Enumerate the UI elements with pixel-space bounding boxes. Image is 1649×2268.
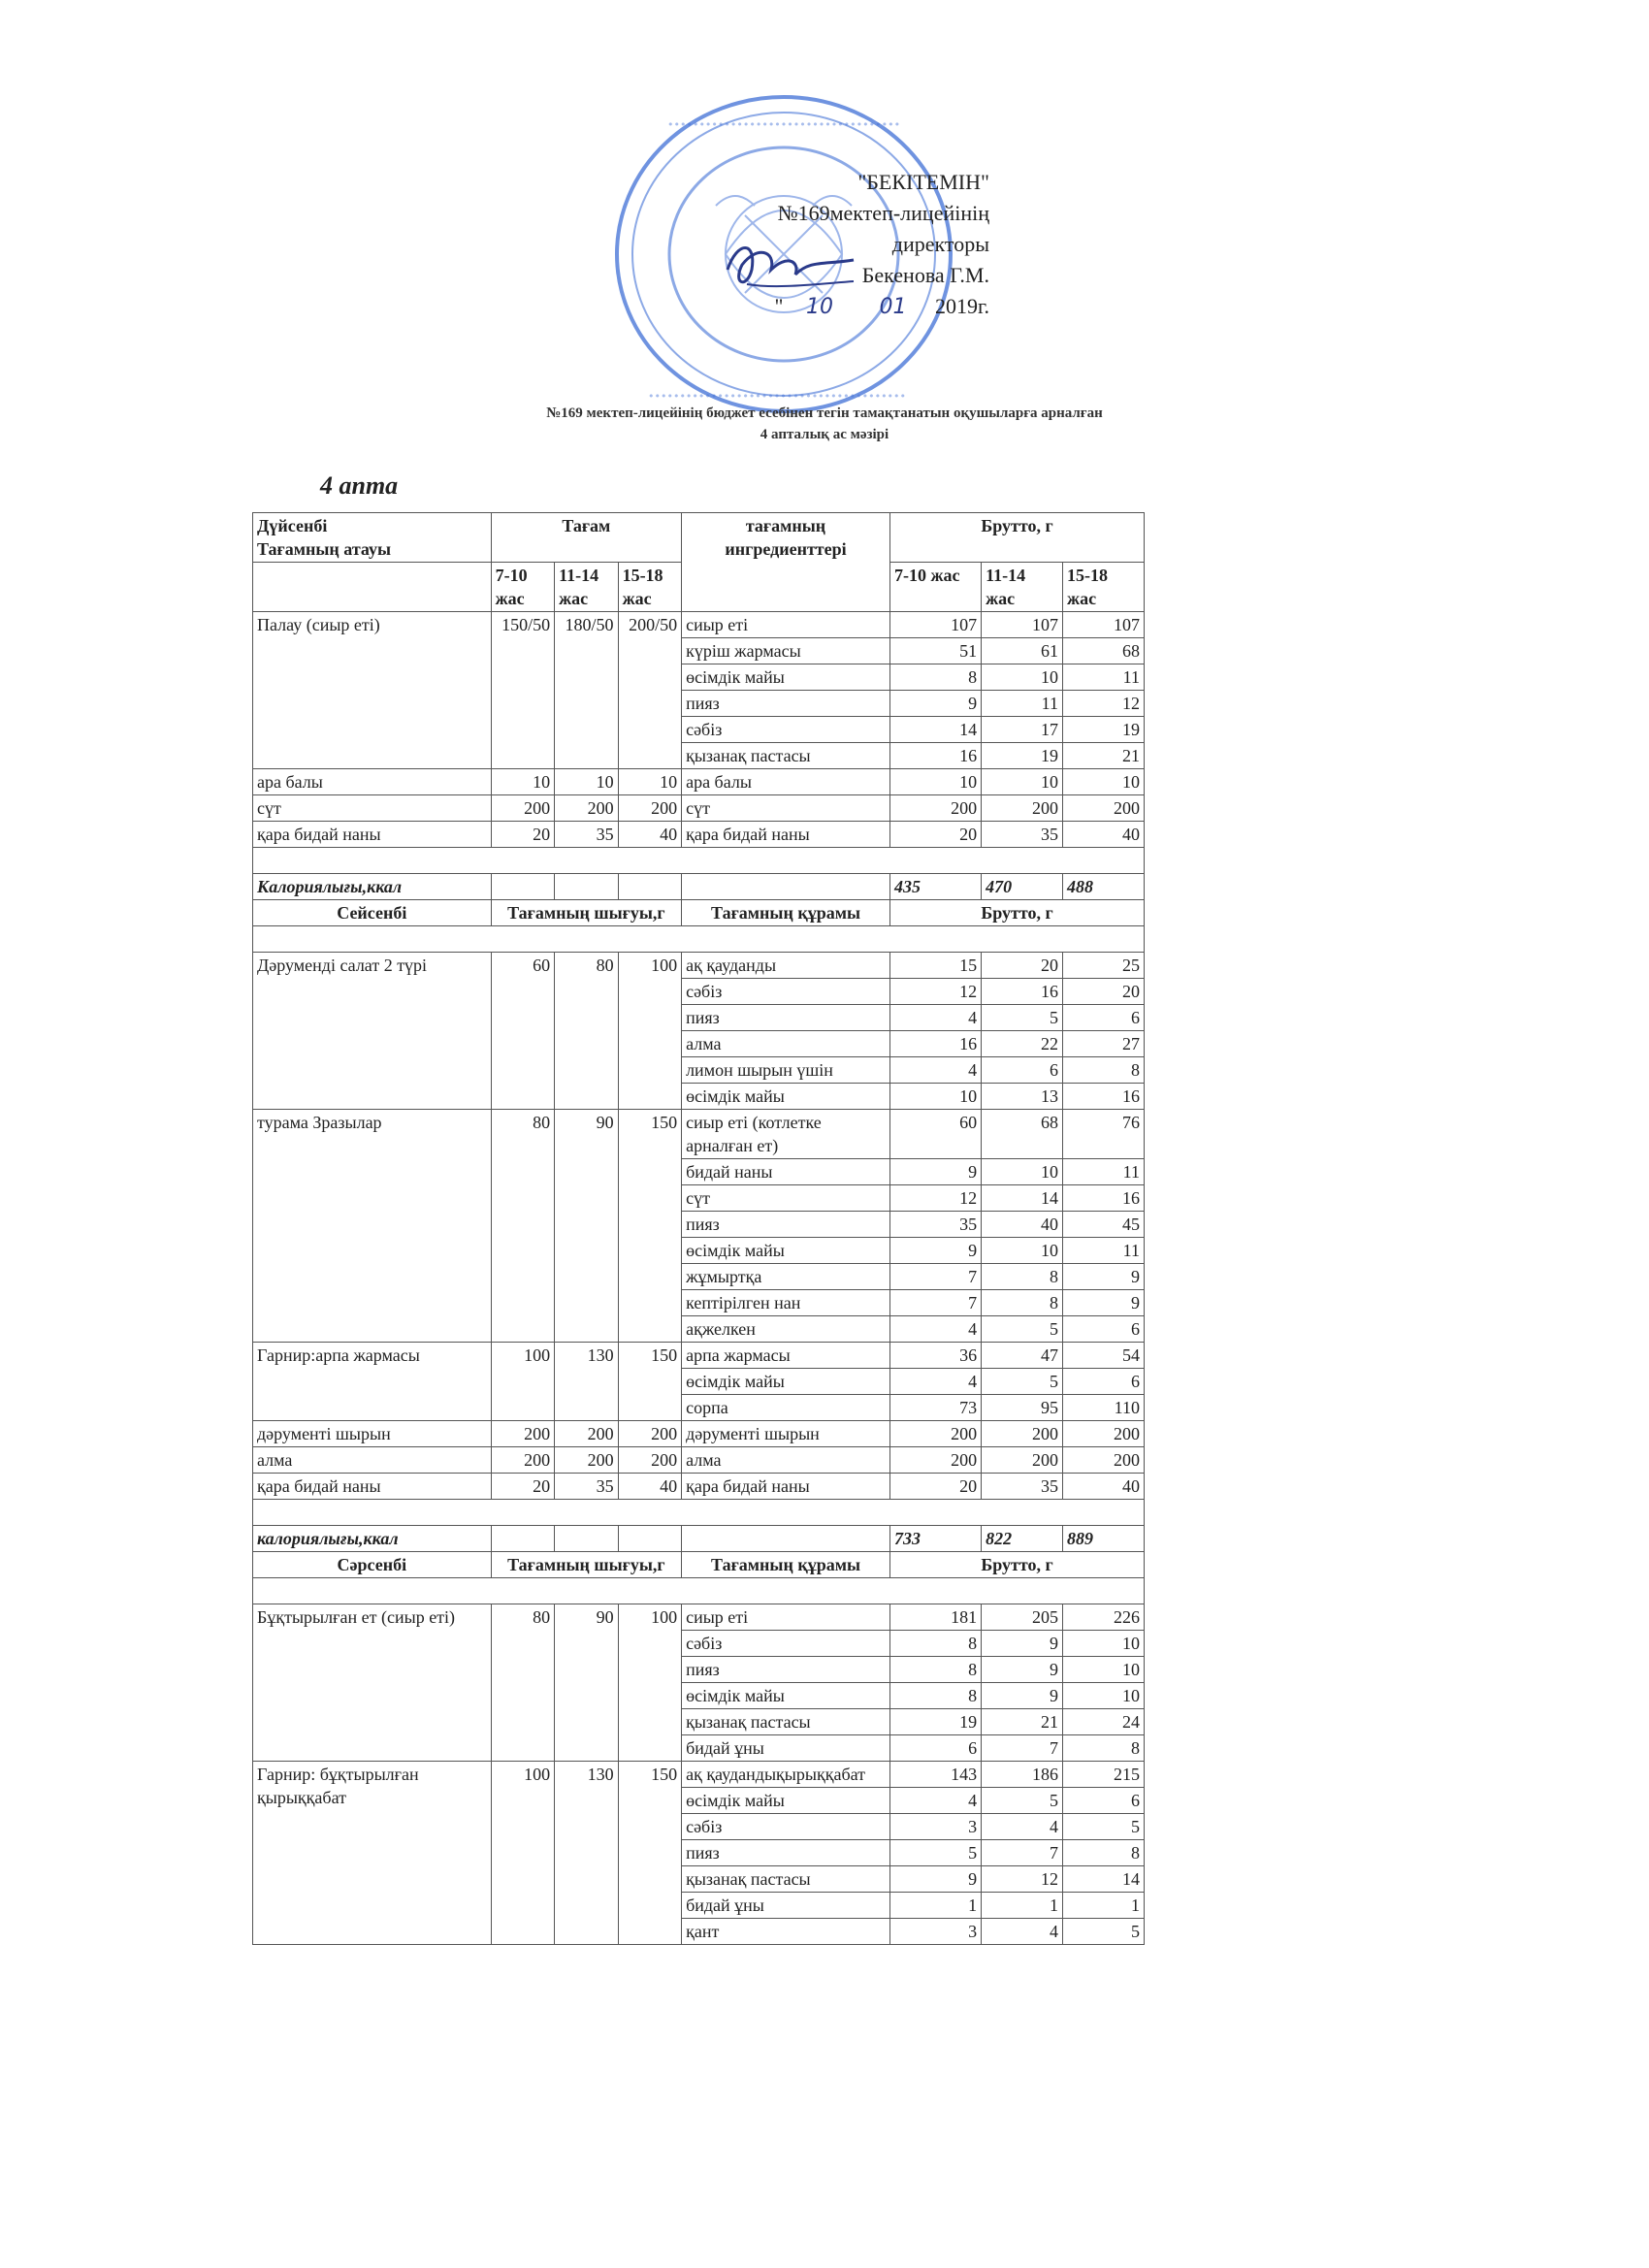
ingredient-name: ақжелкен <box>682 1316 890 1343</box>
brutto-value: 9 <box>889 1866 981 1893</box>
brutto-value: 6 <box>889 1735 981 1762</box>
age-header: 7-10 жас <box>491 563 554 612</box>
brutto-value: 19 <box>1063 717 1145 743</box>
brutto-value: 35 <box>889 1212 981 1238</box>
wednesday-dishes <box>253 1604 1145 1945</box>
table-row <box>253 953 1145 979</box>
brutto-value: 10 <box>1063 769 1145 795</box>
brutto-value: 9 <box>982 1683 1063 1709</box>
table-row <box>253 612 1145 638</box>
heading-line-2: 4 апталық ас мәзірі <box>760 427 889 442</box>
brutto-value: 16 <box>889 1031 981 1057</box>
brutto-value: 5 <box>1063 1814 1145 1840</box>
age-header: 7-10 жас <box>889 563 981 612</box>
portion-value: 35 <box>555 1474 618 1500</box>
calories-value: 733 <box>889 1526 981 1552</box>
brutto-value: 21 <box>1063 743 1145 769</box>
svg-text:••••••••••••••••••••••••••••••: ••••••••••••••••••••••••••••••••••••• <box>667 118 901 131</box>
ingredient-name: сиыр еті (котлетке арналған ет) <box>682 1110 890 1159</box>
approval-school: №169мектеп-лицейінің <box>777 201 989 225</box>
brutto-value: 181 <box>889 1604 981 1631</box>
ingredient-name: қызанақ пастасы <box>682 743 890 769</box>
portion-value: 90 <box>555 1110 618 1343</box>
brutto-value: 6 <box>1063 1369 1145 1395</box>
brutto-value: 9 <box>889 691 981 717</box>
ingredient-name: жұмыртқа <box>682 1264 890 1290</box>
brutto-value: 24 <box>1063 1709 1145 1735</box>
portion-value: 40 <box>618 1474 682 1500</box>
approval-date: " 10 01 2019г. <box>774 294 989 319</box>
ingredient-name: өсімдік майы <box>682 1238 890 1264</box>
age-header: 11-14 жас <box>555 563 618 612</box>
brutto-value: 6 <box>982 1057 1063 1084</box>
wednesday-day-header: Сәрсенбі <box>253 1552 492 1578</box>
ingredient-name: өсімдік майы <box>682 1683 890 1709</box>
ingredient-name: өсімдік майы <box>682 1369 890 1395</box>
brutto-value: 10 <box>982 769 1063 795</box>
table-row <box>253 1604 1145 1631</box>
brutto-value: 51 <box>889 638 981 664</box>
portion-value: 35 <box>555 822 618 848</box>
table-row <box>253 1474 1145 1500</box>
brutto-value: 7 <box>889 1264 981 1290</box>
monday-dishes <box>253 612 1145 848</box>
brutto-value: 5 <box>982 1005 1063 1031</box>
composition-header: Тағамның құрамы <box>682 1552 890 1578</box>
brutto-value: 200 <box>982 795 1063 822</box>
brutto-value: 19 <box>889 1709 981 1735</box>
ingredient-name: қызанақ пастасы <box>682 1866 890 1893</box>
brutto-value: 5 <box>982 1316 1063 1343</box>
monday-calories-row <box>253 874 1145 900</box>
portion-value: 200 <box>618 1447 682 1474</box>
brutto-value: 76 <box>1063 1110 1145 1159</box>
dish-name: қара бидай наны <box>253 822 492 848</box>
brutto-value: 45 <box>1063 1212 1145 1238</box>
brutto-value: 16 <box>982 979 1063 1005</box>
brutto-value: 19 <box>982 743 1063 769</box>
tuesday-header-row <box>253 900 1145 926</box>
ingredient-name: қызанақ пастасы <box>682 1709 890 1735</box>
ingredient-name: пияз <box>682 1657 890 1683</box>
brutto-value: 143 <box>889 1762 981 1788</box>
ingredient-name: күріш жармасы <box>682 638 890 664</box>
ingredient-name: қара бидай наны <box>682 822 890 848</box>
brutto-value: 8 <box>889 664 981 691</box>
brutto-value: 226 <box>1063 1604 1145 1631</box>
dish-header: Тағам <box>491 513 681 563</box>
ingredient-name: бидай ұны <box>682 1893 890 1919</box>
brutto-value: 4 <box>982 1814 1063 1840</box>
brutto-value: 10 <box>1063 1683 1145 1709</box>
portion-value: 80 <box>491 1604 554 1762</box>
ingredient-name: сиыр еті <box>682 1604 890 1631</box>
brutto-value: 10 <box>982 1159 1063 1185</box>
brutto-value: 9 <box>889 1159 981 1185</box>
brutto-value: 17 <box>982 717 1063 743</box>
dish-name: Гарнир: бұқтырылған қырыққабат <box>253 1762 492 1945</box>
ingredient-name: сәбіз <box>682 1814 890 1840</box>
portion-value: 100 <box>491 1343 554 1421</box>
ingredient-name: арпа жармасы <box>682 1343 890 1369</box>
yield-header: Тағамның шығуы,г <box>491 900 681 926</box>
brutto-value: 10 <box>1063 1631 1145 1657</box>
portion-value: 150/50 <box>491 612 554 769</box>
dish-name: дәрументі шырын <box>253 1421 492 1447</box>
brutto-value: 7 <box>982 1735 1063 1762</box>
brutto-value: 9 <box>1063 1264 1145 1290</box>
approval-position: директоры <box>891 232 989 256</box>
portion-value: 40 <box>618 822 682 848</box>
brutto-value: 3 <box>889 1919 981 1945</box>
brutto-header: Брутто, г <box>889 1552 1144 1578</box>
brutto-value: 22 <box>982 1031 1063 1057</box>
dish-name: турама Зразылар <box>253 1110 492 1343</box>
brutto-value: 11 <box>982 691 1063 717</box>
brutto-value: 8 <box>1063 1735 1145 1762</box>
brutto-value: 60 <box>889 1110 981 1159</box>
brutto-value: 8 <box>1063 1840 1145 1866</box>
portion-value: 10 <box>555 769 618 795</box>
brutto-value: 200 <box>982 1421 1063 1447</box>
brutto-value: 35 <box>982 822 1063 848</box>
table-row <box>253 1421 1145 1447</box>
brutto-value: 8 <box>889 1683 981 1709</box>
dish-name: алма <box>253 1447 492 1474</box>
brutto-header: Брутто, г <box>889 513 1144 563</box>
brutto-value: 3 <box>889 1814 981 1840</box>
brutto-value: 10 <box>889 769 981 795</box>
brutto-value: 8 <box>889 1631 981 1657</box>
calories-label: калориялығы,ккал <box>253 1526 492 1552</box>
portion-value: 200 <box>491 1447 554 1474</box>
composition-header: Тағамның құрамы <box>682 900 890 926</box>
monday-menu-table <box>252 512 1145 1945</box>
ingredient-name: алма <box>682 1031 890 1057</box>
brutto-value: 16 <box>1063 1185 1145 1212</box>
yield-header: Тағамның шығуы,г <box>491 1552 681 1578</box>
brutto-value: 107 <box>982 612 1063 638</box>
brutto-value: 10 <box>889 1084 981 1110</box>
ingredient-name: сиыр еті <box>682 612 890 638</box>
table-row <box>253 1343 1145 1369</box>
brutto-value: 12 <box>889 1185 981 1212</box>
portion-value: 200 <box>618 1421 682 1447</box>
brutto-value: 7 <box>889 1290 981 1316</box>
brutto-value: 215 <box>1063 1762 1145 1788</box>
portion-value: 20 <box>491 822 554 848</box>
table-row <box>253 769 1145 795</box>
portion-value: 10 <box>618 769 682 795</box>
brutto-value: 6 <box>1063 1316 1145 1343</box>
brutto-value: 11 <box>1063 1159 1145 1185</box>
brutto-value: 9 <box>982 1657 1063 1683</box>
ingredient-name: өсімдік майы <box>682 1084 890 1110</box>
portion-value: 130 <box>555 1762 618 1945</box>
brutto-value: 21 <box>982 1709 1063 1735</box>
ingredient-name: ақ қауданды <box>682 953 890 979</box>
brutto-value: 8 <box>889 1657 981 1683</box>
brutto-value: 61 <box>982 638 1063 664</box>
brutto-value: 8 <box>1063 1057 1145 1084</box>
brutto-value: 68 <box>1063 638 1145 664</box>
brutto-value: 25 <box>1063 953 1145 979</box>
brutto-value: 11 <box>1063 1238 1145 1264</box>
brutto-value: 14 <box>1063 1866 1145 1893</box>
brutto-value: 10 <box>982 664 1063 691</box>
brutto-value: 4 <box>889 1788 981 1814</box>
brutto-value: 16 <box>889 743 981 769</box>
brutto-value: 8 <box>982 1264 1063 1290</box>
ingredient-name: пияз <box>682 691 890 717</box>
ingredient-name: сүт <box>682 1185 890 1212</box>
brutto-value: 4 <box>889 1057 981 1084</box>
brutto-value: 35 <box>982 1474 1063 1500</box>
brutto-value: 8 <box>982 1290 1063 1316</box>
brutto-value: 12 <box>1063 691 1145 717</box>
ingredient-name: қара бидай наны <box>682 1474 890 1500</box>
dish-name: қара бидай наны <box>253 1474 492 1500</box>
approval-title: "БЕКІТЕМІН" <box>857 170 989 194</box>
brutto-value: 36 <box>889 1343 981 1369</box>
portion-value: 180/50 <box>555 612 618 769</box>
portion-value: 80 <box>491 1110 554 1343</box>
ingredient-name: сүт <box>682 795 890 822</box>
ingredient-name: кептірілген нан <box>682 1290 890 1316</box>
brutto-value: 7 <box>982 1840 1063 1866</box>
ingredient-name: сәбіз <box>682 1631 890 1657</box>
dish-name: Бұқтырылған ет (сиыр еті) <box>253 1604 492 1762</box>
portion-value: 200 <box>555 795 618 822</box>
ingredient-name: сәбіз <box>682 717 890 743</box>
brutto-value: 12 <box>982 1866 1063 1893</box>
dish-name: Гарнир:арпа жармасы <box>253 1343 492 1421</box>
portion-value: 90 <box>555 1604 618 1762</box>
monday-day-header: Дүйсенбі Тағамның атауы <box>253 513 492 563</box>
brutto-value: 14 <box>982 1185 1063 1212</box>
portion-value: 200 <box>491 795 554 822</box>
table-row <box>253 795 1145 822</box>
brutto-value: 11 <box>1063 664 1145 691</box>
brutto-value: 20 <box>1063 979 1145 1005</box>
age-header: 15-18 жас <box>618 563 682 612</box>
portion-value: 80 <box>555 953 618 1110</box>
brutto-value: 5 <box>982 1788 1063 1814</box>
brutto-value: 200 <box>889 795 981 822</box>
tuesday-day-header: Сейсенбі <box>253 900 492 926</box>
brutto-value: 200 <box>889 1421 981 1447</box>
portion-value: 100 <box>618 953 682 1110</box>
brutto-value: 40 <box>1063 1474 1145 1500</box>
brutto-value: 6 <box>1063 1005 1145 1031</box>
portion-value: 60 <box>491 953 554 1110</box>
brutto-value: 73 <box>889 1395 981 1421</box>
table-row <box>253 1110 1145 1159</box>
portion-value: 200 <box>491 1421 554 1447</box>
tuesday-calories-row <box>253 1526 1145 1552</box>
portion-value: 100 <box>491 1762 554 1945</box>
dish-name: Дәруменді салат 2 түрі <box>253 953 492 1110</box>
brutto-value: 13 <box>982 1084 1063 1110</box>
heading-line-1: №169 мектеп-лицейінің бюджет есебінен тегін тамақтанатын оқушыларға арналған <box>546 405 1103 421</box>
wednesday-header-row <box>253 1552 1145 1578</box>
calories-value: 435 <box>889 874 981 900</box>
dish-name: ара балы <box>253 769 492 795</box>
portion-value: 200 <box>555 1421 618 1447</box>
brutto-value: 20 <box>889 822 981 848</box>
approval-day: 10 <box>805 295 833 319</box>
brutto-value: 9 <box>1063 1290 1145 1316</box>
approval-year: 2019г. <box>934 294 989 318</box>
brutto-value: 14 <box>889 717 981 743</box>
brutto-value: 10 <box>1063 1657 1145 1683</box>
age-header: 15-18 жас <box>1063 563 1145 612</box>
portion-value: 200 <box>618 795 682 822</box>
ingredient-name: дәрументі шырын <box>682 1421 890 1447</box>
brutto-value: 200 <box>1063 1447 1145 1474</box>
brutto-value: 186 <box>982 1762 1063 1788</box>
brutto-value: 200 <box>1063 1421 1145 1447</box>
approval-director-name: Бекенова Г.М. <box>861 263 989 287</box>
week-label: 4 апта <box>320 471 399 500</box>
brutto-value: 5 <box>982 1369 1063 1395</box>
approval-month: 01 <box>879 295 907 319</box>
brutto-value: 16 <box>1063 1084 1145 1110</box>
brutto-value: 54 <box>1063 1343 1145 1369</box>
brutto-value: 5 <box>889 1840 981 1866</box>
approval-block <box>737 167 989 323</box>
ingredient-name: сорпа <box>682 1395 890 1421</box>
brutto-value: 1 <box>889 1893 981 1919</box>
dish-name: сүт <box>253 795 492 822</box>
ingredient-name: ара балы <box>682 769 890 795</box>
brutto-value: 40 <box>982 1212 1063 1238</box>
brutto-value: 205 <box>982 1604 1063 1631</box>
portion-value: 200/50 <box>618 612 682 769</box>
ingredient-name: пияз <box>682 1005 890 1031</box>
ingredient-name: бидай ұны <box>682 1735 890 1762</box>
brutto-value: 1 <box>1063 1893 1145 1919</box>
brutto-value: 200 <box>982 1447 1063 1474</box>
brutto-value: 4 <box>889 1369 981 1395</box>
portion-value: 150 <box>618 1343 682 1421</box>
brutto-value: 200 <box>889 1447 981 1474</box>
brutto-value: 47 <box>982 1343 1063 1369</box>
brutto-value: 95 <box>982 1395 1063 1421</box>
brutto-value: 4 <box>889 1316 981 1343</box>
brutto-value: 4 <box>889 1005 981 1031</box>
brutto-value: 68 <box>982 1110 1063 1159</box>
dish-name: Палау (сиыр еті) <box>253 612 492 769</box>
portion-value: 150 <box>618 1762 682 1945</box>
calories-value: 822 <box>982 1526 1063 1552</box>
tuesday-dishes <box>253 953 1145 1500</box>
document-heading <box>242 403 1406 445</box>
brutto-value: 6 <box>1063 1788 1145 1814</box>
portion-value: 130 <box>555 1343 618 1421</box>
brutto-value: 107 <box>889 612 981 638</box>
brutto-value: 1 <box>982 1893 1063 1919</box>
svg-text:••••••••••••••••••••••••••••••: ••••••••••••••••••••••••••••••••••••••••• <box>648 390 907 403</box>
table-row <box>253 1762 1145 1788</box>
ingredient-name: бидай наны <box>682 1159 890 1185</box>
brutto-value: 110 <box>1063 1395 1145 1421</box>
calories-value: 470 <box>982 874 1063 900</box>
ingredient-name: қант <box>682 1919 890 1945</box>
brutto-header: Брутто, г <box>889 900 1144 926</box>
ingredient-name: сәбіз <box>682 979 890 1005</box>
brutto-value: 12 <box>889 979 981 1005</box>
brutto-value: 20 <box>889 1474 981 1500</box>
age-header: 11-14 жас <box>982 563 1063 612</box>
table-row <box>253 822 1145 848</box>
brutto-value: 15 <box>889 953 981 979</box>
portion-value: 100 <box>618 1604 682 1762</box>
brutto-value: 9 <box>982 1631 1063 1657</box>
brutto-value: 200 <box>1063 795 1145 822</box>
ingredient-name: пияз <box>682 1212 890 1238</box>
brutto-value: 40 <box>1063 822 1145 848</box>
brutto-value: 4 <box>982 1919 1063 1945</box>
table-row <box>253 1447 1145 1474</box>
calories-label: Калориялығы,ккал <box>253 874 492 900</box>
ingredient-name: алма <box>682 1447 890 1474</box>
brutto-value: 20 <box>982 953 1063 979</box>
brutto-value: 5 <box>1063 1919 1145 1945</box>
brutto-value: 107 <box>1063 612 1145 638</box>
portion-value: 200 <box>555 1447 618 1474</box>
brutto-value: 10 <box>982 1238 1063 1264</box>
brutto-value: 9 <box>889 1238 981 1264</box>
ingredients-header: тағамның ингредиенттері <box>682 513 890 612</box>
brutto-value: 27 <box>1063 1031 1145 1057</box>
portion-value: 20 <box>491 1474 554 1500</box>
portion-value: 150 <box>618 1110 682 1343</box>
ingredient-name: ақ қаудандықырыққабат <box>682 1762 890 1788</box>
ingredient-name: лимон шырын үшін <box>682 1057 890 1084</box>
portion-value: 10 <box>491 769 554 795</box>
ingredient-name: өсімдік майы <box>682 664 890 691</box>
ingredient-name: пияз <box>682 1840 890 1866</box>
calories-value: 488 <box>1063 874 1145 900</box>
calories-value: 889 <box>1063 1526 1145 1552</box>
ingredient-name: өсімдік майы <box>682 1788 890 1814</box>
